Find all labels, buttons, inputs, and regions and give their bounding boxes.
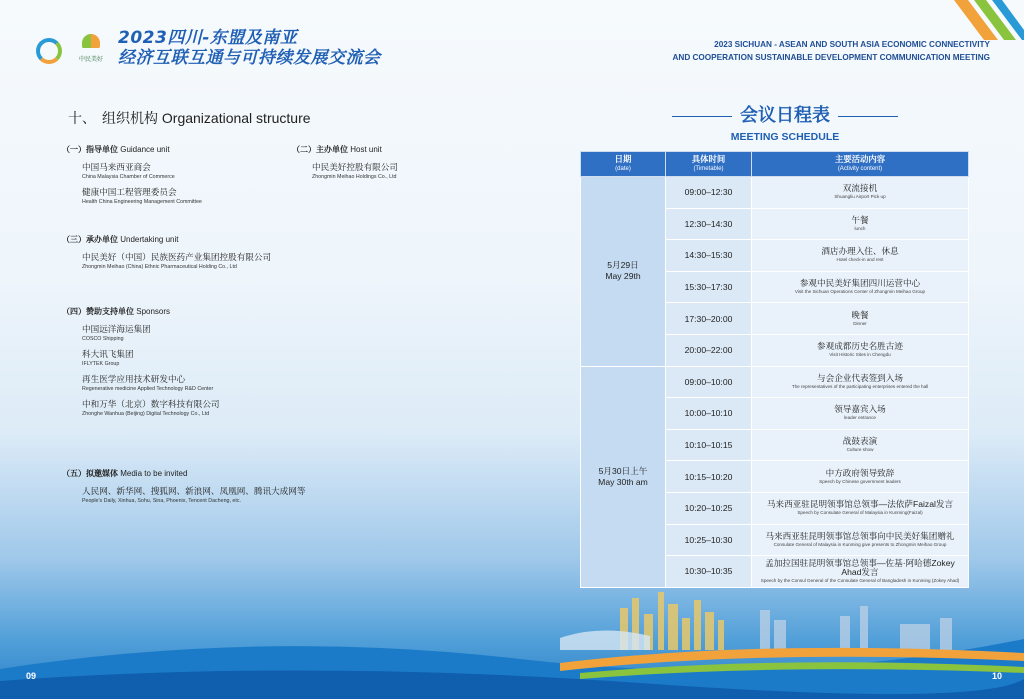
activity-cell <box>752 240 969 272</box>
activity-cell <box>752 208 969 240</box>
activity-en: Dinner <box>853 320 867 326</box>
section-title-text: 组织机构 Organizational structure <box>102 110 311 126</box>
org-head-en: Guidance unit <box>120 145 170 154</box>
activity-cell <box>752 177 969 209</box>
activity-cell <box>752 366 969 398</box>
time-cell: 12:30–14:30 <box>666 208 752 240</box>
activity-cell <box>752 492 969 524</box>
org-head-undertaking <box>62 234 362 245</box>
header-title-en-line2: AND COOPERATION SUSTAINABLE DEVELOPMENT COMMUNICATION MEETING <box>672 53 990 62</box>
org-item-en: Zhonghe Wanhua (Beijing) Digital Technology Co., Ltd <box>82 411 210 417</box>
activity-cn: 与会企业代表签到入场 <box>817 372 903 383</box>
org-head-host <box>292 144 512 155</box>
date-en: May 29th <box>605 271 641 282</box>
date-en: May 30th am <box>598 476 648 487</box>
org-media <box>62 468 382 504</box>
time-cell: 14:30–15:30 <box>666 240 752 272</box>
org-head-cn: （三）承办单位 <box>62 235 118 244</box>
time-cell: 10:15–10:20 <box>666 461 752 493</box>
activity-cell <box>752 461 969 493</box>
org-item-cn: 中国远洋海运集团 <box>82 324 151 334</box>
time-cell: 10:25–10:30 <box>666 524 752 556</box>
brand-logo-text: 中民美好 <box>78 56 103 63</box>
org-undertaking <box>62 234 362 270</box>
activity-en: Culture show <box>846 447 874 453</box>
page-number-left: 09 <box>26 671 37 681</box>
org-head-guidance <box>62 144 282 155</box>
time-cell: 20:00–22:00 <box>666 334 752 366</box>
section-number: 十、 <box>68 110 96 126</box>
date-cn: 5月30日上午 <box>598 465 648 476</box>
header <box>0 0 1024 78</box>
activity-cn: 参观成都历史名胜古迹 <box>817 341 903 352</box>
table-row <box>581 366 969 398</box>
time-cell: 10:10–10:15 <box>666 429 752 461</box>
org-item-cn: 再生医学应用技术研发中心 <box>82 374 186 384</box>
org-item <box>82 398 362 417</box>
org-item <box>82 348 362 367</box>
schedule-table <box>580 151 969 588</box>
col-date: 日期 (date) <box>581 152 666 177</box>
org-item-en: COSCO Shipping <box>82 336 124 342</box>
org-item-cn: 中民美好（中国）民族医药产业集团控股有限公司 <box>82 252 272 262</box>
org-item <box>82 485 382 504</box>
org-guidance <box>62 144 282 205</box>
brand-logo <box>72 34 110 70</box>
col-activity: 主要活动内容 (Activity content) <box>752 152 969 177</box>
schedule-title-en: MEETING SCHEDULE <box>730 131 840 143</box>
org-item-en: Regenerative medicine Applied Technology R&D Center <box>82 386 214 392</box>
activity-cell <box>752 556 969 588</box>
activity-cell <box>752 524 969 556</box>
activity-en: Visit Historic Sites in Chengdu <box>829 352 891 358</box>
event-logo-icon <box>36 38 62 64</box>
date-cn: 5月29日 <box>607 260 639 271</box>
activity-cell <box>752 398 969 430</box>
activity-en: The representatives of the participating enterprises entered the hall <box>791 383 929 389</box>
activity-en: Visit the Sichuan Operations Center of Zhongmin Meihao Group <box>794 289 926 295</box>
header-title-en <box>673 38 991 64</box>
activity-cn: 参观中民美好集团四川运营中心 <box>799 278 921 289</box>
date-cell <box>581 366 666 587</box>
activity-cn: 孟加拉国驻昆明领事馆总领事—佐基·阿哈德Zokey Ahad发言 <box>765 557 955 577</box>
activity-cell <box>752 334 969 366</box>
bottom-wave-decoration <box>0 609 1024 699</box>
time-cell: 10:00–10:10 <box>666 398 752 430</box>
org-head-cn: （一）指导单位 <box>62 145 118 154</box>
header-title-cn-line2: 经济互联互通与可持续发展交流会 <box>118 48 381 68</box>
org-item <box>82 323 362 342</box>
col-time: 具体时间 (Timetable) <box>666 152 752 177</box>
org-item-en: Zhongmin Meihao (China) Ethnic Pharmaceutical Holding Co., Ltd <box>82 264 237 270</box>
org-head-cn: （四）赞助支持单位 <box>62 307 134 316</box>
org-head-en: Undertaking unit <box>120 235 179 244</box>
activity-cn: 中方政府领导致辞 <box>825 467 895 478</box>
time-cell: 09:00–12:30 <box>666 177 752 209</box>
org-item-en: China Malaysia Chamber of Commerce <box>82 174 175 180</box>
leaf-icon <box>82 34 100 48</box>
activity-cn: 晚餐 <box>851 309 869 320</box>
header-title-cn <box>118 28 381 68</box>
org-host <box>292 144 512 180</box>
activity-cn: 午餐 <box>851 214 869 225</box>
org-item-en: IFLYTEK Group <box>82 361 120 367</box>
org-head-cn: （五）拟邀媒体 <box>62 469 118 478</box>
org-item <box>82 186 282 205</box>
header-title-cn-line1: 2023四川-东盟及南亚 <box>118 28 298 48</box>
activity-cn: 双流接机 <box>842 183 878 194</box>
section-title <box>68 108 311 128</box>
activity-en: Speech by Chinese government leaders <box>819 478 901 484</box>
activity-en: Shuangliu Airport Pick up <box>834 194 886 200</box>
title-rule <box>838 116 898 117</box>
activity-cn: 领导嘉宾入场 <box>834 404 886 415</box>
activity-en: Speech by Consulate General of Malaysia in Kunming(Faizal) <box>797 510 923 516</box>
org-head-en: Sponsors <box>136 307 171 316</box>
time-cell: 09:00–10:00 <box>666 366 752 398</box>
table-header-row <box>581 152 969 177</box>
time-cell: 17:30–20:00 <box>666 303 752 335</box>
schedule-title <box>655 101 915 127</box>
org-item-cn: 健康中国工程管理委员会 <box>82 187 177 197</box>
activity-cell <box>752 271 969 303</box>
table-row <box>581 177 969 209</box>
org-head-en: Media to be invited <box>120 469 188 478</box>
org-item <box>82 373 362 392</box>
org-item-cn: 中民美好控股有限公司 <box>312 162 398 172</box>
org-head-cn: （二）主办单位 <box>292 145 348 154</box>
time-cell: 15:30–17:30 <box>666 271 752 303</box>
org-item-cn: 科大讯飞集团 <box>82 349 134 359</box>
activity-cell <box>752 303 969 335</box>
activity-en: Hotel check-in and rest <box>836 257 884 263</box>
activity-en: Consulate General of Malaysia in Kunming give presents to Zhongmin Meihao Group <box>773 541 947 547</box>
org-item-en: Zhongmin Meihao Holdings Co., Ltd <box>312 174 397 180</box>
decorative-stripes <box>934 0 1024 40</box>
activity-cn: 酒店办理入住、休息 <box>821 246 899 257</box>
time-cell: 10:30–10:35 <box>666 556 752 588</box>
activity-cn: 战鼓表演 <box>842 436 878 447</box>
header-title-en-line1: 2023 SICHUAN - ASEAN AND SOUTH ASIA ECONOMIC CONNECTIVITY <box>714 40 990 49</box>
org-head-en: Host unit <box>350 145 382 154</box>
activity-cn: 马来西亚驻昆明领事馆总领事—法依萨Faizal发言 <box>766 499 954 510</box>
org-item-cn: 中国马来西亚商会 <box>82 162 151 172</box>
org-item-en: People's Daily, Xinhua, Sohu, Sina, Phoenix, Tencent Dacheng, etc. <box>82 498 241 504</box>
time-cell: 10:20–10:25 <box>666 492 752 524</box>
org-head-sponsors <box>62 306 362 317</box>
activity-en: leader entrance <box>844 415 876 421</box>
org-item-cn: 中和万华（北京）数字科技有限公司 <box>82 399 220 409</box>
activity-cell <box>752 429 969 461</box>
org-sponsors <box>62 306 362 417</box>
org-head-media <box>62 468 382 479</box>
date-cell <box>581 177 666 367</box>
org-item <box>82 161 282 180</box>
title-rule <box>672 116 732 117</box>
activity-cn: 马来西亚驻昆明领事馆总领事向中民美好集团赠礼 <box>765 530 955 541</box>
org-item <box>82 251 362 270</box>
org-item-en: Health China Engineering Management Committee <box>82 199 202 205</box>
org-item-cn: 人民网、新华网、搜狐网、新浪网、凤凰网、腾讯大成网等 <box>82 486 306 496</box>
page-number-right: 10 <box>991 671 1002 681</box>
org-item <box>312 161 512 180</box>
activity-en: Speech by the Consul General of the Consulate General of Bangladesh in Kunming (Zokey Ahad) <box>760 577 960 583</box>
schedule-title-cn: 会议日程表 <box>740 105 830 126</box>
activity-en: lunch <box>854 225 866 231</box>
